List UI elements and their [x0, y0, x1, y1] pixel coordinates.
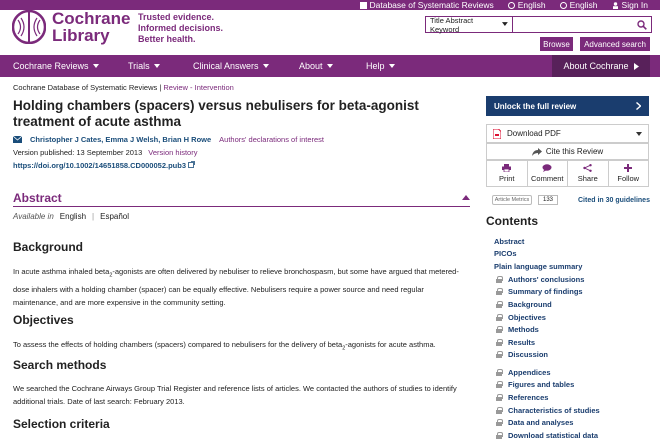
nav-clinical-answers[interactable]: Clinical Answers — [193, 55, 269, 77]
toc-plain-language-summary[interactable]: Plain language summary — [494, 261, 583, 271]
print-button[interactable]: Print — [487, 161, 528, 186]
search-field-select[interactable]: Title Abstract Keyword — [426, 17, 513, 32]
doi-link[interactable]: https://doi.org/10.1002/14651858.CD000052.pub3 — [13, 161, 473, 170]
lock-icon — [496, 407, 502, 414]
lock-icon — [496, 288, 502, 295]
brand-name[interactable]: Cochrane Library — [52, 9, 131, 45]
article-header — [13, 83, 473, 170]
nav-help[interactable]: Help — [366, 55, 395, 77]
caret-down-icon — [263, 64, 269, 68]
article-actions — [486, 160, 649, 187]
language-icon — [508, 2, 515, 9]
signin-link[interactable]: Sign In — [612, 0, 648, 11]
objectives-text: To assess the effects of holding chambers (spacers) compared to nebulisers for the delivery of beta$_2$-agonists for acute asthma. — [13, 340, 436, 352]
toc-appendices[interactable]: Appendices — [494, 366, 654, 379]
selection-criteria-heading: Selection criteria — [13, 417, 110, 431]
search-methods-text: We searched the Cochrane Airways Group Trial Register and reference lists of articles. We contacted the authors of studies to identify additional trials. Date of last search: February 2013. — [13, 384, 457, 406]
authors-list[interactable]: Christopher J Cates, Emma J Welsh, Brian H Rowe — [30, 135, 212, 144]
nav-about[interactable]: About — [299, 55, 333, 77]
background-heading: Background — [13, 240, 84, 254]
toc-picos[interactable]: PICOs — [494, 249, 517, 259]
page-title: Holding chambers (spacers) versus nebulisers for beta-agonist treatment of acute asthma — [13, 98, 419, 129]
toc-results[interactable]: Results — [494, 336, 654, 349]
lock-icon — [496, 326, 502, 333]
share-icon — [583, 164, 592, 172]
article-metrics-row — [492, 195, 650, 205]
print-icon — [502, 164, 511, 172]
breadcrumb: Cochrane Database of Systematic Reviews | Review - Intervention — [13, 83, 234, 92]
lock-icon — [496, 339, 502, 346]
cochrane-logo-icon[interactable] — [12, 10, 46, 44]
toc-references[interactable]: References — [494, 391, 654, 404]
toc-summary-of-findings[interactable]: Summary of findings — [494, 286, 654, 299]
lock-icon — [496, 301, 502, 308]
lock-icon — [496, 381, 502, 388]
cite-icon — [532, 148, 542, 156]
cited-in-guidelines-link[interactable]: Cited in 30 guidelines — [578, 196, 650, 204]
collapse-icon — [462, 195, 470, 200]
altmetric-count[interactable]: 133 — [538, 195, 558, 205]
language-link[interactable]: English — [508, 0, 546, 11]
plus-icon — [624, 164, 632, 172]
objectives-heading: Objectives — [13, 313, 74, 327]
dataset-icon — [360, 2, 367, 9]
lock-icon — [496, 351, 502, 358]
cite-review-button[interactable]: Cite this Review — [486, 143, 649, 160]
comment-icon — [542, 164, 552, 172]
search-button[interactable] — [633, 17, 651, 32]
toc-data-and-analyses[interactable]: Data and analyses — [494, 416, 654, 429]
lock-icon — [496, 394, 502, 401]
comment-button[interactable]: Comment — [528, 161, 569, 186]
background-text: In acute asthma inhaled beta$_2$-agonists are often delivered by nebuliser to relieve bronchospasm, but some have argued that metered-dose inhalers with a holding chamber (spacer) can be equally effective. Nebulisers require a power source and need regular maintenance, and are more expensive in the community setting. — [13, 267, 459, 307]
toc-objectives[interactable]: Objectives — [494, 311, 654, 324]
altmetric-badge[interactable]: Article Metrics — [492, 195, 532, 205]
user-icon — [612, 2, 619, 9]
browse-button[interactable]: Browse — [540, 37, 573, 51]
lang-spanish[interactable]: Español — [100, 212, 130, 221]
toc-locked-extras — [494, 366, 654, 440]
unlock-full-review-button[interactable]: Unlock the full review — [486, 96, 649, 116]
toc-figures-and-tables[interactable]: Figures and tables — [494, 379, 654, 392]
lang-english[interactable]: English — [59, 212, 87, 221]
advanced-search-button[interactable]: Advanced search — [580, 37, 650, 51]
share-button[interactable]: Share — [568, 161, 609, 186]
lock-icon — [496, 314, 502, 321]
toc-methods[interactable]: Methods — [494, 323, 654, 336]
toc-locked-sections — [494, 273, 654, 361]
lock-icon — [496, 276, 502, 283]
search-methods-heading: Search methods — [13, 358, 107, 372]
authors-row — [13, 135, 473, 144]
external-link-icon — [188, 161, 195, 168]
follow-button[interactable]: Follow — [609, 161, 649, 186]
search-bar — [425, 16, 652, 33]
chevron-right-icon — [634, 63, 639, 70]
caret-down-icon — [389, 64, 395, 68]
about-cochrane-link[interactable]: About Cochrane — [552, 55, 650, 77]
toc-characteristics-of-studies[interactable]: Characteristics of studies — [494, 404, 654, 417]
download-pdf-button[interactable]: Download PDF — [486, 124, 649, 143]
version-history-link[interactable]: Version history — [148, 148, 198, 157]
chevron-right-icon — [636, 102, 641, 110]
declarations-link[interactable]: Authors' declarations of interest — [219, 135, 324, 144]
lock-icon — [496, 432, 502, 439]
tagline: Trusted evidence. Informed decisions. Better health. — [138, 12, 224, 44]
language-availability: Available in English | Español — [13, 212, 130, 221]
chevron-down-icon — [502, 22, 508, 27]
nav-cochrane-reviews[interactable]: Cochrane Reviews — [13, 55, 99, 77]
email-icon — [13, 136, 22, 143]
globe-icon — [560, 2, 567, 9]
caret-down-icon — [154, 64, 160, 68]
pdf-icon — [493, 129, 501, 139]
chevron-down-icon — [636, 132, 642, 136]
contents-heading: Contents — [486, 214, 538, 228]
toc-background[interactable]: Background — [494, 298, 654, 311]
caret-down-icon — [93, 64, 99, 68]
version-info: Version published: 13 September 2013 Version history — [13, 148, 198, 157]
language-link-2[interactable]: English — [560, 0, 598, 11]
lock-icon — [496, 419, 502, 426]
toc-authors-conclusions[interactable]: Authors' conclusions — [494, 273, 654, 286]
crumb-review-type[interactable]: Review - Intervention — [163, 83, 234, 92]
toc-top — [494, 235, 654, 273]
toc-discussion[interactable]: Discussion — [494, 349, 654, 362]
toc-download-statistical-data[interactable]: Download statistical data — [494, 429, 654, 440]
dataset-link[interactable]: Database of Systematic Reviews — [360, 0, 494, 11]
nav-trials[interactable]: Trials — [128, 55, 160, 77]
caret-down-icon — [327, 64, 333, 68]
abstract-heading[interactable]: Abstract — [13, 189, 470, 207]
toc-abstract[interactable]: Abstract — [494, 236, 525, 246]
crumb-database[interactable]: Cochrane Database of Systematic Reviews — [13, 83, 158, 92]
lock-icon — [496, 369, 502, 376]
main-nav — [0, 55, 660, 77]
site-header — [0, 10, 660, 55]
search-input[interactable] — [513, 17, 633, 32]
search-icon — [637, 20, 647, 30]
